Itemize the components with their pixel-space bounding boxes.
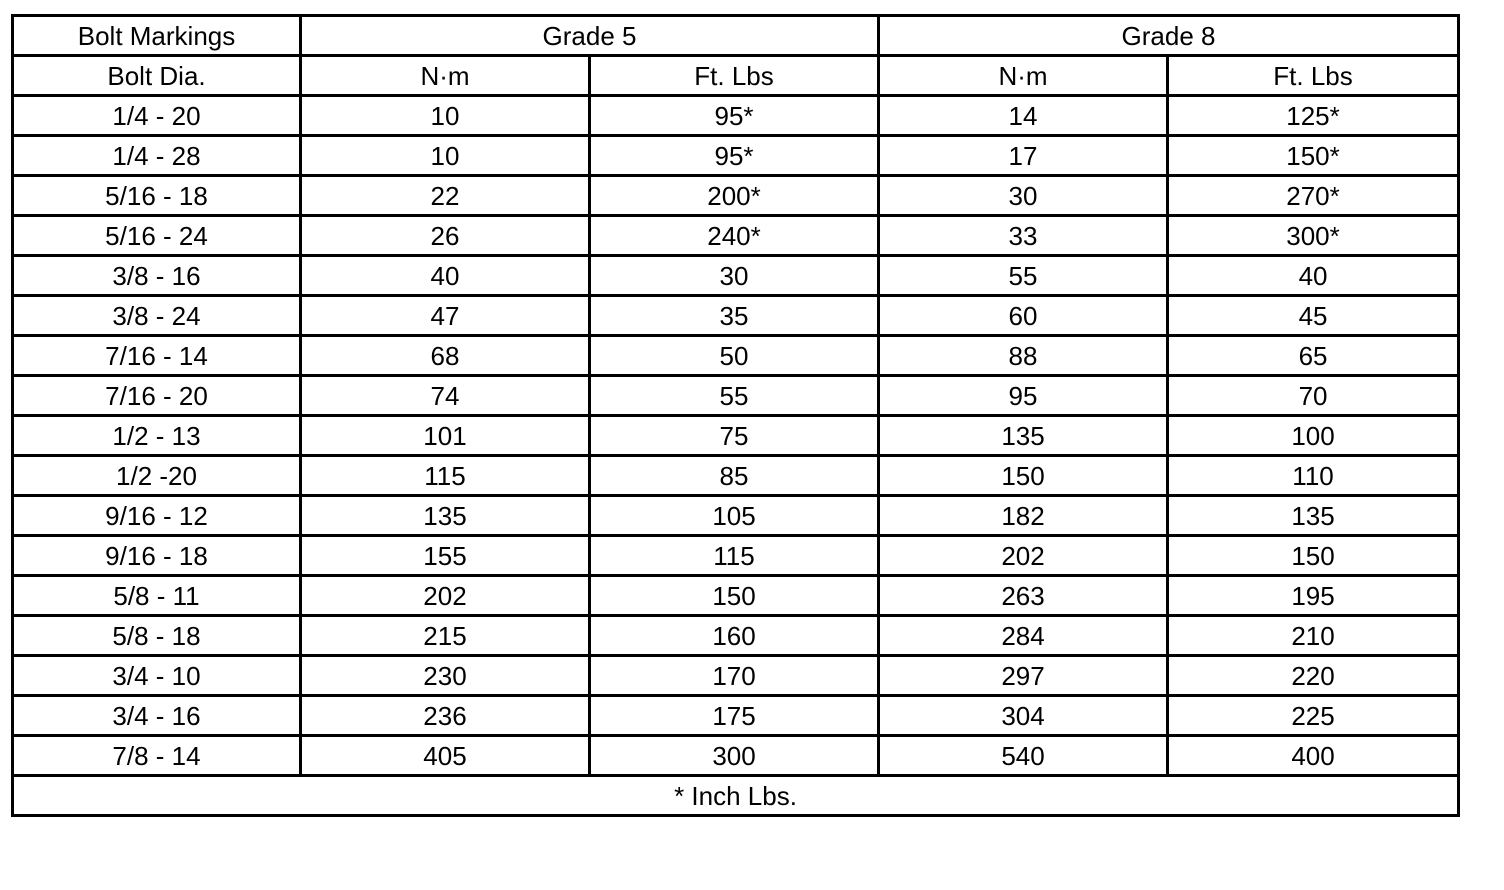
grade5-nm-cell: 236 bbox=[301, 696, 590, 736]
grade5-nm-cell: 230 bbox=[301, 656, 590, 696]
bolt-dia-cell: 1/4 - 28 bbox=[13, 136, 301, 176]
grade8-nm-cell: 55 bbox=[879, 256, 1168, 296]
grade5-nm-cell: 47 bbox=[301, 296, 590, 336]
table-row bbox=[13, 176, 1459, 216]
grade5-nm-header: N·m bbox=[301, 56, 590, 96]
grade8-nm-cell: 60 bbox=[879, 296, 1168, 336]
grade8-nm-cell: 263 bbox=[879, 576, 1168, 616]
grade8-nm-cell: 202 bbox=[879, 536, 1168, 576]
bolt-dia-cell: 3/8 - 16 bbox=[13, 256, 301, 296]
grade5-ftlbs-cell: 95* bbox=[590, 96, 879, 136]
table-row bbox=[13, 696, 1459, 736]
grade5-nm-cell: 405 bbox=[301, 736, 590, 776]
bolt-dia-cell: 1/2 - 13 bbox=[13, 416, 301, 456]
grade5-ftlbs-cell: 50 bbox=[590, 336, 879, 376]
bolt-dia-cell: 5/16 - 18 bbox=[13, 176, 301, 216]
grade5-nm-cell: 10 bbox=[301, 136, 590, 176]
grade5-ftlbs-cell: 200* bbox=[590, 176, 879, 216]
grade5-nm-cell: 135 bbox=[301, 496, 590, 536]
table-row bbox=[13, 296, 1459, 336]
table-row bbox=[13, 136, 1459, 176]
bolt-markings-header: Bolt Markings bbox=[13, 16, 301, 56]
grade5-ftlbs-header: Ft. Lbs bbox=[590, 56, 879, 96]
grade5-ftlbs-cell: 55 bbox=[590, 376, 879, 416]
grade5-ftlbs-cell: 115 bbox=[590, 536, 879, 576]
table-row bbox=[13, 536, 1459, 576]
grade8-nm-cell: 182 bbox=[879, 496, 1168, 536]
table-row bbox=[13, 96, 1459, 136]
subheader-row bbox=[13, 56, 1459, 96]
table-row bbox=[13, 616, 1459, 656]
grade8-ftlbs-cell: 40 bbox=[1168, 256, 1459, 296]
grade8-ftlbs-cell: 110 bbox=[1168, 456, 1459, 496]
grade8-ftlbs-cell: 45 bbox=[1168, 296, 1459, 336]
table-row bbox=[13, 376, 1459, 416]
grade8-nm-cell: 284 bbox=[879, 616, 1168, 656]
grade5-nm-cell: 40 bbox=[301, 256, 590, 296]
grade5-ftlbs-cell: 150 bbox=[590, 576, 879, 616]
grade5-ftlbs-cell: 75 bbox=[590, 416, 879, 456]
grade5-ftlbs-cell: 175 bbox=[590, 696, 879, 736]
grade8-nm-header: N·m bbox=[879, 56, 1168, 96]
grade5-nm-cell: 115 bbox=[301, 456, 590, 496]
grade8-nm-cell: 17 bbox=[879, 136, 1168, 176]
grade8-ftlbs-header: Ft. Lbs bbox=[1168, 56, 1459, 96]
grade8-ftlbs-cell: 210 bbox=[1168, 616, 1459, 656]
grade8-ftlbs-cell: 100 bbox=[1168, 416, 1459, 456]
table-row bbox=[13, 336, 1459, 376]
table-row bbox=[13, 216, 1459, 256]
bolt-dia-cell: 1/2 -20 bbox=[13, 456, 301, 496]
grade5-nm-cell: 74 bbox=[301, 376, 590, 416]
bolt-dia-cell: 9/16 - 18 bbox=[13, 536, 301, 576]
footnote-row bbox=[13, 776, 1459, 816]
header-row bbox=[13, 16, 1459, 56]
bolt-dia-cell: 1/4 - 20 bbox=[13, 96, 301, 136]
grade8-ftlbs-cell: 135 bbox=[1168, 496, 1459, 536]
grade8-nm-cell: 30 bbox=[879, 176, 1168, 216]
grade8-nm-cell: 33 bbox=[879, 216, 1168, 256]
grade8-ftlbs-cell: 150* bbox=[1168, 136, 1459, 176]
grade8-nm-cell: 135 bbox=[879, 416, 1168, 456]
grade5-ftlbs-cell: 35 bbox=[590, 296, 879, 336]
grade8-ftlbs-cell: 220 bbox=[1168, 656, 1459, 696]
grade5-nm-cell: 68 bbox=[301, 336, 590, 376]
grade8-nm-cell: 304 bbox=[879, 696, 1168, 736]
grade8-ftlbs-cell: 150 bbox=[1168, 536, 1459, 576]
table-row bbox=[13, 416, 1459, 456]
grade5-ftlbs-cell: 85 bbox=[590, 456, 879, 496]
grade8-nm-cell: 297 bbox=[879, 656, 1168, 696]
grade8-header: Grade 8 bbox=[879, 16, 1459, 56]
bolt-dia-cell: 5/16 - 24 bbox=[13, 216, 301, 256]
table-row bbox=[13, 656, 1459, 696]
grade5-header: Grade 5 bbox=[301, 16, 879, 56]
grade8-ftlbs-cell: 125* bbox=[1168, 96, 1459, 136]
grade5-ftlbs-cell: 160 bbox=[590, 616, 879, 656]
grade8-nm-cell: 150 bbox=[879, 456, 1168, 496]
grade8-ftlbs-cell: 65 bbox=[1168, 336, 1459, 376]
grade8-ftlbs-cell: 195 bbox=[1168, 576, 1459, 616]
grade5-ftlbs-cell: 30 bbox=[590, 256, 879, 296]
grade8-nm-cell: 14 bbox=[879, 96, 1168, 136]
bolt-dia-header: Bolt Dia. bbox=[13, 56, 301, 96]
grade5-nm-cell: 26 bbox=[301, 216, 590, 256]
grade5-nm-cell: 10 bbox=[301, 96, 590, 136]
bolt-dia-cell: 5/8 - 18 bbox=[13, 616, 301, 656]
grade8-nm-cell: 540 bbox=[879, 736, 1168, 776]
table-row bbox=[13, 496, 1459, 536]
bolt-dia-cell: 5/8 - 11 bbox=[13, 576, 301, 616]
grade5-nm-cell: 101 bbox=[301, 416, 590, 456]
grade5-nm-cell: 215 bbox=[301, 616, 590, 656]
grade8-ftlbs-cell: 225 bbox=[1168, 696, 1459, 736]
grade5-ftlbs-cell: 300 bbox=[590, 736, 879, 776]
table-row bbox=[13, 736, 1459, 776]
grade5-ftlbs-cell: 170 bbox=[590, 656, 879, 696]
grade8-ftlbs-cell: 70 bbox=[1168, 376, 1459, 416]
grade8-nm-cell: 88 bbox=[879, 336, 1168, 376]
bolt-dia-cell: 7/8 - 14 bbox=[13, 736, 301, 776]
bolt-dia-cell: 7/16 - 20 bbox=[13, 376, 301, 416]
grade8-nm-cell: 95 bbox=[879, 376, 1168, 416]
footnote: * Inch Lbs. bbox=[13, 776, 1459, 816]
bolt-dia-cell: 9/16 - 12 bbox=[13, 496, 301, 536]
grade5-nm-cell: 155 bbox=[301, 536, 590, 576]
bolt-dia-cell: 3/4 - 16 bbox=[13, 696, 301, 736]
bolt-dia-cell: 3/8 - 24 bbox=[13, 296, 301, 336]
table-row bbox=[13, 456, 1459, 496]
grade8-ftlbs-cell: 400 bbox=[1168, 736, 1459, 776]
bolt-dia-cell: 7/16 - 14 bbox=[13, 336, 301, 376]
table-row bbox=[13, 576, 1459, 616]
torque-table bbox=[11, 14, 1460, 817]
grade5-ftlbs-cell: 95* bbox=[590, 136, 879, 176]
grade5-ftlbs-cell: 240* bbox=[590, 216, 879, 256]
table-row bbox=[13, 256, 1459, 296]
grade5-nm-cell: 22 bbox=[301, 176, 590, 216]
bolt-dia-cell: 3/4 - 10 bbox=[13, 656, 301, 696]
grade8-ftlbs-cell: 270* bbox=[1168, 176, 1459, 216]
grade8-ftlbs-cell: 300* bbox=[1168, 216, 1459, 256]
torque-table-body bbox=[13, 16, 1459, 816]
grade5-nm-cell: 202 bbox=[301, 576, 590, 616]
grade5-ftlbs-cell: 105 bbox=[590, 496, 879, 536]
